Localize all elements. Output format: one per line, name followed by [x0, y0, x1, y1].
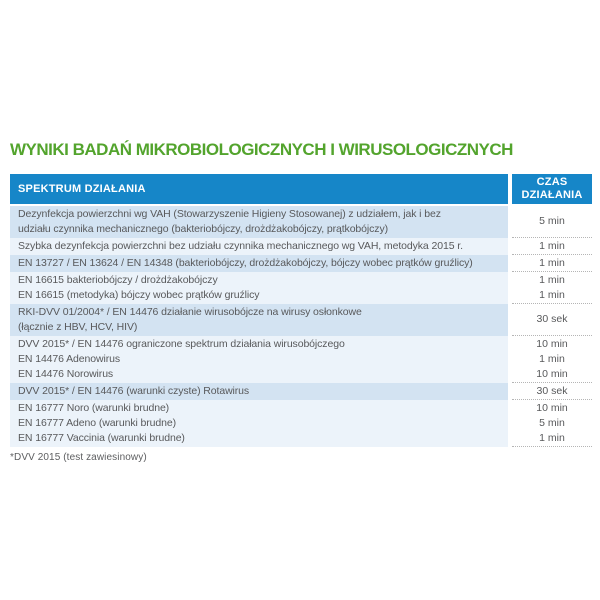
table-row	[10, 255, 592, 272]
row-time-cell	[512, 304, 592, 336]
row-text-line: EN 13727 / EN 13624 / EN 14348 (bakteriobójczy, drożdżakobójczy, bójczy wobec prątków gruźlicy)	[18, 257, 473, 269]
row-time-cell	[512, 238, 592, 255]
row-text-cell	[10, 336, 508, 383]
time-value: 1 min	[539, 273, 565, 286]
row-text-cell	[10, 400, 508, 447]
row-text-cell	[10, 206, 508, 238]
time-value: 1 min	[539, 288, 565, 301]
row-text-line: EN 16777 Noro (warunki brudne)	[18, 402, 170, 414]
time-value: 5 min	[539, 215, 565, 227]
row-text-line: EN 16777 Vaccinia (warunki brudne)	[18, 432, 185, 444]
row-text-line: EN 14476 Adenowirus	[18, 353, 121, 365]
time-value: 1 min	[539, 431, 565, 444]
row-text-cell	[10, 304, 508, 336]
time-value: 10 min	[536, 367, 568, 380]
row-time-cell	[512, 336, 592, 383]
table-row	[10, 400, 592, 447]
row-text-line: DVV 2015* / EN 14476 ograniczone spektrum działania wirusobójczego	[18, 338, 345, 350]
time-value: 5 min	[539, 416, 565, 429]
row-text-cell	[10, 238, 508, 255]
row-time-cell	[512, 400, 592, 447]
row-text-line: EN 14476 Norowirus	[18, 368, 114, 380]
table-row	[10, 238, 592, 255]
time-value: 10 min	[536, 401, 568, 414]
header-czas-dzialania	[512, 174, 592, 204]
page-title: WYNIKI BADAŃ MIKROBIOLOGICZNYCH I WIRUSOLOGICZNYCH	[10, 140, 513, 159]
row-time-cell	[512, 255, 592, 272]
table-row	[10, 304, 592, 336]
header-col2-line1: CZAS	[536, 176, 568, 188]
row-text-line: EN 16777 Adeno (warunki brudne)	[18, 417, 177, 429]
row-text-line: EN 16615 bakteriobójczy / drożdżakobójczy	[18, 274, 218, 286]
results-table	[10, 174, 592, 447]
time-value: 1 min	[539, 256, 565, 269]
row-text-line: DVV 2015* / EN 14476 (warunki czyste) Rotawirus	[18, 385, 250, 397]
row-text-line: udziału czynnika mechanicznego (bakteriobójczy, drożdżakobójczy, prątkobójczy)	[18, 223, 388, 235]
footnote: *DVV 2015 (test zawiesinowy)	[10, 452, 147, 463]
row-time-cell	[512, 206, 592, 238]
row-time-cell	[512, 272, 592, 304]
row-text-line: RKI-DVV 01/2004* / EN 14476 działanie wirusobójcze na wirusy osłonkowe	[18, 306, 362, 318]
row-text-cell	[10, 383, 508, 400]
table-row	[10, 383, 592, 400]
header-col2-line2: DZIAŁANIA	[521, 189, 583, 201]
row-text-cell	[10, 255, 508, 272]
table-row	[10, 272, 592, 304]
row-time-cell	[512, 383, 592, 400]
table-row	[10, 206, 592, 238]
row-text-cell	[10, 272, 508, 304]
time-value: 30 sek	[536, 313, 568, 325]
time-value: 30 sek	[536, 384, 568, 397]
header-spektrum-dzialania	[10, 174, 508, 204]
time-value: 1 min	[539, 239, 565, 252]
time-value: 10 min	[536, 337, 568, 350]
table-header-row	[10, 174, 592, 204]
row-text-line: EN 16615 (metodyka) bójczy wobec prątków gruźlicy	[18, 289, 260, 301]
header-col1-label: SPEKTRUM DZIAŁANIA	[18, 183, 146, 195]
time-value: 1 min	[539, 352, 565, 365]
table-body	[10, 206, 592, 447]
row-text-line: Dezynfekcja powierzchni wg VAH (Stowarzyszenie Higieny Stosowanej) z udziałem, jak i bez	[18, 208, 441, 220]
row-text-line: Szybka dezynfekcja powierzchni bez udziału czynnika mechanicznego wg VAH, metodyka 2015 r.	[18, 240, 463, 252]
row-text-line: (łącznie z HBV, HCV, HIV)	[18, 321, 138, 333]
table-row	[10, 336, 592, 383]
